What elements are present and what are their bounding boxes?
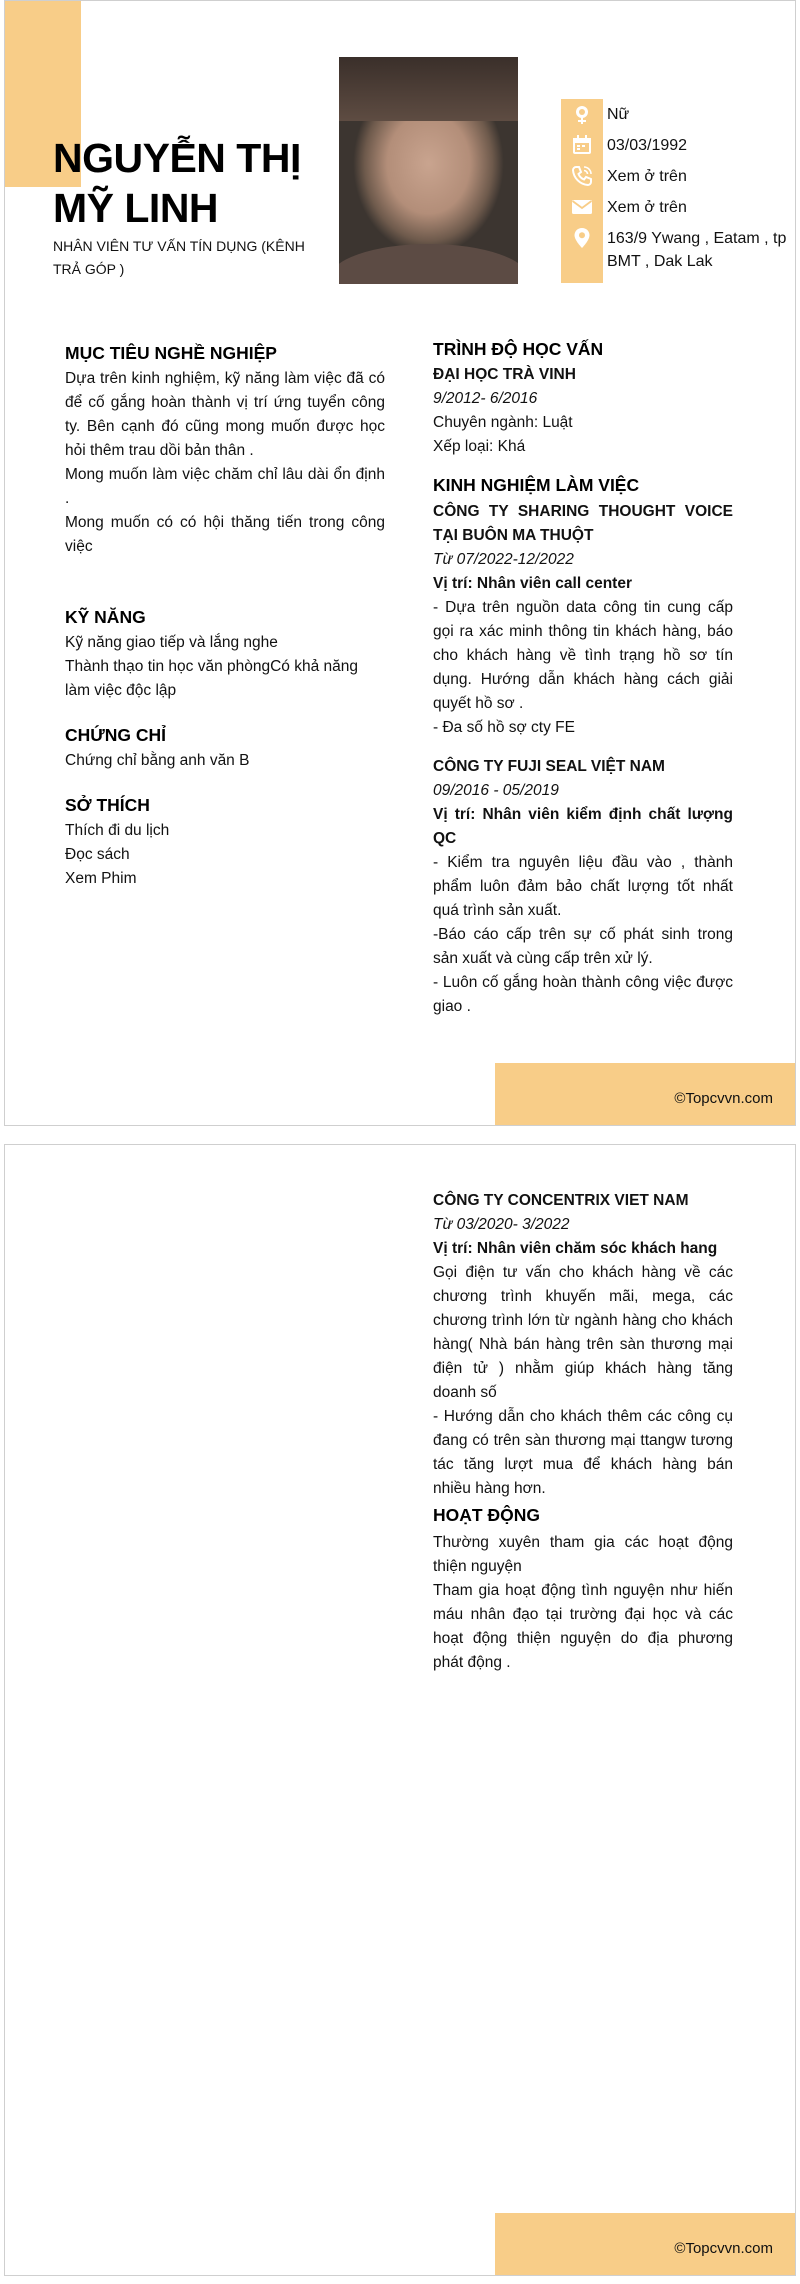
certificates-title: CHỨNG CHỈ	[65, 725, 167, 745]
job-position: Vị trí: Nhân viên chăm sóc khách hang	[433, 1240, 718, 1257]
job-position: Vị trí: Nhân viên call center	[433, 575, 632, 592]
location-pin-icon	[569, 225, 595, 251]
contact-phone: Xem ở trên	[607, 168, 687, 185]
candidate-name-line1: NGUYỄN THỊ	[53, 135, 301, 181]
education-block	[433, 363, 733, 459]
hobbies-title: SỞ THÍCH	[65, 795, 150, 815]
contact-birthday: 03/03/1992	[607, 137, 688, 154]
contact-gender: Nữ	[607, 106, 630, 123]
hobbies-text	[65, 819, 385, 891]
calendar-icon	[569, 132, 595, 158]
contact-icon-bar	[561, 99, 603, 283]
job-description: -Báo cáo cấp trên sự cố phát sinh trong sản xuất và cùng cấp trên xử lý.	[433, 926, 733, 967]
job-description: - Dựa trên nguồn data công tin cung cấp gọi ra xác minh thông tin khách hàng, báo cho khách hàng về tình trạng hồ sơ tín dụng. Hướng dẫn khách hàng cách giải quyết hồ sơ .	[433, 599, 733, 712]
footer-brand: ©Topcvvn.com	[674, 2240, 773, 2257]
contact-address: 163/9 Ywang , Eatam , tp BMT , Dak Lak	[607, 230, 787, 270]
phone-icon	[569, 163, 595, 189]
contact-email: Xem ở trên	[607, 199, 687, 216]
job-period: 09/2016 - 05/2019	[433, 782, 559, 799]
cv-page-2	[4, 1144, 796, 2276]
objective-title: MỤC TIÊU NGHỀ NGHIỆP	[65, 343, 277, 363]
activity-item: Tham gia hoạt động tình nguyện như hiến máu nhân đạo tại trường đại học và các hoạt động thiện nguyện do địa phương phát động .	[433, 1582, 733, 1671]
activity-item: Thường xuyên tham gia các hoạt động thiện nguyện	[433, 1534, 733, 1575]
objective-text	[65, 367, 385, 559]
job-description: - Đa số hồ sợ cty FE	[433, 719, 575, 736]
education-school: ĐẠI HỌC TRÀ VINH	[433, 366, 576, 383]
job-description: - Luôn cố gắng hoàn thành công việc được giao .	[433, 974, 733, 1015]
objective-paragraph: Mong muốn có có hội thăng tiến trong công việc	[65, 514, 385, 555]
experience-job-1	[433, 500, 733, 740]
skill-item: Thành thạo tin học văn phòngCó khả năng làm việc độc lập	[65, 658, 359, 699]
skills-text	[65, 631, 385, 703]
education-grade: Xếp loại: Khá	[433, 438, 526, 455]
experience-job-2	[433, 755, 733, 1019]
job-company: CÔNG TY SHARING THOUGHT VOICE TẠI BUÔN MA THUỘT	[433, 503, 733, 544]
education-period: 9/2012- 6/2016	[433, 390, 538, 407]
skills-title: KỸ NĂNG	[65, 607, 146, 627]
job-description: - Hướng dẫn cho khách thêm các công cụ đang có trên sàn thương mại ttangw tương tác tăng lượt mua để khách hàng bán nhiều hàng hơn.	[433, 1408, 733, 1497]
job-company: CÔNG TY FUJI SEAL VIỆT NAM	[433, 758, 665, 775]
profile-photo	[339, 57, 518, 284]
activities-text	[433, 1531, 733, 1675]
job-period: Từ 07/2022-12/2022	[433, 551, 574, 568]
candidate-job-title: NHÂN VIÊN TƯ VẤN TÍN DỤNG (KÊNH TRẢ GÓP )	[53, 238, 305, 277]
candidate-name	[53, 133, 353, 233]
job-description: - Kiểm tra nguyên liệu đầu vào , thành phẩm luôn đảm bảo chất lượng tốt nhất quá trình sản xuất.	[433, 854, 733, 919]
objective-paragraph: Mong muốn làm việc chăm chỉ lâu dài ổn định .	[65, 466, 385, 507]
hobby-item: Đọc sách	[65, 846, 130, 863]
certificate-item: Chứng chỉ bằng anh văn B	[65, 752, 250, 769]
education-major: Chuyên ngành: Luật	[433, 414, 573, 431]
objective-paragraph: Dựa trên kinh nghiệm, kỹ năng làm việc đã có để cố gắng hoàn thành vị trí ứng tuyển công ty. Bên cạnh đó cũng mong muốn được học hỏi thêm trau dồi bản thân .	[65, 370, 385, 459]
experience-title: KINH NGHIỆM LÀM VIỆC	[433, 475, 640, 495]
job-company: CÔNG TY CONCENTRIX VIET NAM	[433, 1192, 689, 1209]
candidate-name-line2: MỸ LINH	[53, 185, 219, 231]
activities-title: HOẠT ĐỘNG	[433, 1505, 540, 1525]
job-position: Vị trí: Nhân viên kiểm định chất lượng QC	[433, 806, 733, 847]
hobby-item: Xem Phim	[65, 870, 137, 887]
skill-item: Kỹ năng giao tiếp và lắng nghe	[65, 634, 278, 651]
footer-brand: ©Topcvvn.com	[674, 1090, 773, 1107]
hobby-item: Thích đi du lịch	[65, 822, 170, 839]
experience-job-3	[433, 1189, 733, 1501]
cv-page-1	[4, 0, 796, 1126]
education-title: TRÌNH ĐỘ HỌC VẤN	[433, 339, 604, 359]
envelope-icon	[569, 194, 595, 220]
gender-icon	[569, 101, 595, 127]
job-description: Gọi điện tư vấn cho khách hàng về các chương trình khuyến mãi, mega, các chương trình lớn từ ngành hàng cho khách hàng( Nhà bán hàng trên sàn thương mại điện tử ) nhằm giúp khách hàng tăng doanh số	[433, 1264, 733, 1401]
job-period: Từ 03/2020- 3/2022	[433, 1216, 570, 1233]
